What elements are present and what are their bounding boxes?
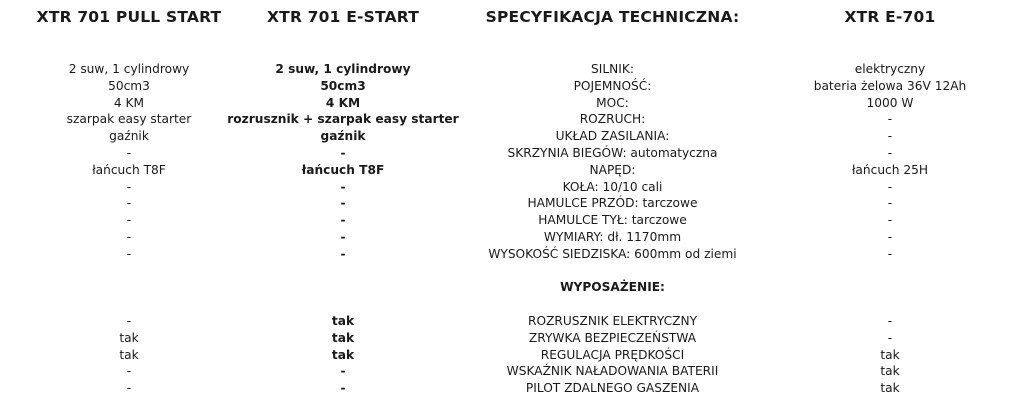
equipment-cell: tak xyxy=(331,330,355,345)
spec-cell: - xyxy=(887,129,893,144)
spec-cell: SILNIK: xyxy=(591,62,634,76)
equipment-cell: ZRYWKA BEZPIECZEŃSTWA xyxy=(528,330,697,345)
column-header: SPECYFIKACJA TECHNICZNA: xyxy=(485,8,740,26)
spec-cell: 4 KM xyxy=(113,95,145,110)
spec-cell: 50cm3 xyxy=(320,78,366,93)
spacer xyxy=(215,279,471,296)
equipment-cell: WSKAŹNIK NAŁADOWANIA BATERII xyxy=(506,364,719,379)
equipment-title: WYPOSAŻENIE: xyxy=(560,280,665,295)
equipment-cell: tak xyxy=(331,347,355,362)
spec-cell: - xyxy=(126,196,132,211)
spec-cell: SKRZYNIA BIEGÓW: automatyczna xyxy=(507,145,718,160)
spec-cell: 4 KM xyxy=(325,95,361,110)
spec-cell: 50cm3 xyxy=(108,78,150,93)
column-header: XTR 701 PULL START xyxy=(36,8,222,26)
spec-cell: - xyxy=(887,229,893,244)
spec-cell: - xyxy=(887,179,893,194)
equipment-cell: - xyxy=(340,364,346,379)
column-header: XTR E-701 xyxy=(844,8,936,26)
spec-cell: rozrusznik + szarpak easy starter xyxy=(227,112,459,127)
spec-cell: 1000 W xyxy=(866,95,914,110)
spec-cell: UKŁAD ZASILANIA: xyxy=(555,129,670,144)
spec-cell: - xyxy=(887,112,893,127)
equipment-cell: PILOT ZDALNEGO GASZENIA xyxy=(525,381,700,396)
spec-cell: łańcuch 25H xyxy=(851,162,929,177)
equipment-cell: tak xyxy=(331,313,355,328)
spacer xyxy=(215,296,471,313)
spec-cell: - xyxy=(340,196,346,211)
spec-cell: KOŁA: 10/10 cali xyxy=(562,179,663,194)
spec-cell: gaźnik xyxy=(320,129,366,144)
equipment-cell: tak xyxy=(119,347,139,362)
spec-cell: - xyxy=(340,229,346,244)
spec-cell: - xyxy=(126,246,132,261)
spec-cell: - xyxy=(340,179,346,194)
spec-rows xyxy=(760,61,1020,397)
spec-cell: bateria żelowa 36V 12Ah xyxy=(813,78,967,93)
equipment-cell: tak xyxy=(119,330,139,345)
spec-cell: - xyxy=(340,213,346,228)
equipment-cell: tak xyxy=(880,364,900,379)
spec-cell: - xyxy=(887,145,893,160)
spacer xyxy=(455,263,770,280)
spec-cell: WYSOKOŚĆ SIEDZISKA: 600mm od ziemi xyxy=(488,246,737,261)
spec-cell: - xyxy=(887,246,893,261)
spec-cell: gaźnik xyxy=(109,129,149,144)
spacer xyxy=(215,263,471,280)
equipment-cell: ROZRUSZNIK ELEKTRYCZNY xyxy=(527,313,698,328)
spec-cell: WYMIARY: dł. 1170mm xyxy=(543,229,682,244)
equipment-cell: - xyxy=(887,313,893,328)
spec-cell: łańcuch T8F xyxy=(301,162,385,177)
spec-cell: NAPĘD: xyxy=(589,162,636,177)
spec-cell: MOC: xyxy=(596,95,629,110)
spec-cell: HAMULCE PRZÓD: tarczowe xyxy=(527,196,698,211)
equipment-cell: - xyxy=(126,381,132,396)
equipment-cell: tak xyxy=(880,381,900,396)
equipment-cell: REGULACJA PRĘDKOŚCI xyxy=(540,347,685,362)
spec-cell: - xyxy=(126,145,132,160)
spec-cell: - xyxy=(126,179,132,194)
spec-cell: - xyxy=(340,246,346,261)
spec-cell: 2 suw, 1 cylindrowy xyxy=(68,62,190,76)
spacer xyxy=(760,296,1020,313)
spec-cell: 2 suw, 1 cylindrowy xyxy=(275,62,411,76)
spacer xyxy=(760,263,1020,280)
spacer xyxy=(760,279,1020,296)
equipment-cell: tak xyxy=(880,347,900,362)
spec-cell: szarpak easy starter xyxy=(66,112,192,127)
equipment-cell: - xyxy=(887,330,893,345)
spec-cell: łańcuch T8F xyxy=(92,162,166,177)
spec-cell: - xyxy=(126,213,132,228)
spec-rows xyxy=(215,61,471,397)
spec-cell: ROZRUCH: xyxy=(579,112,646,127)
spec-cell: - xyxy=(340,145,346,160)
spec-cell: - xyxy=(887,213,893,228)
spec-cell: elektryczny xyxy=(854,62,926,76)
spec-cell: - xyxy=(887,196,893,211)
spec-rows xyxy=(455,61,770,397)
equipment-cell: - xyxy=(340,381,346,396)
spacer xyxy=(455,296,770,313)
spec-cell: POJEMNOŚĆ: xyxy=(573,78,652,93)
column-header: XTR 701 E-START xyxy=(267,8,419,26)
equipment-cell: - xyxy=(126,364,132,379)
spec-cell: - xyxy=(126,229,132,244)
equipment-cell: - xyxy=(126,313,132,328)
spec-cell: HAMULCE TYŁ: tarczowe xyxy=(538,213,687,228)
